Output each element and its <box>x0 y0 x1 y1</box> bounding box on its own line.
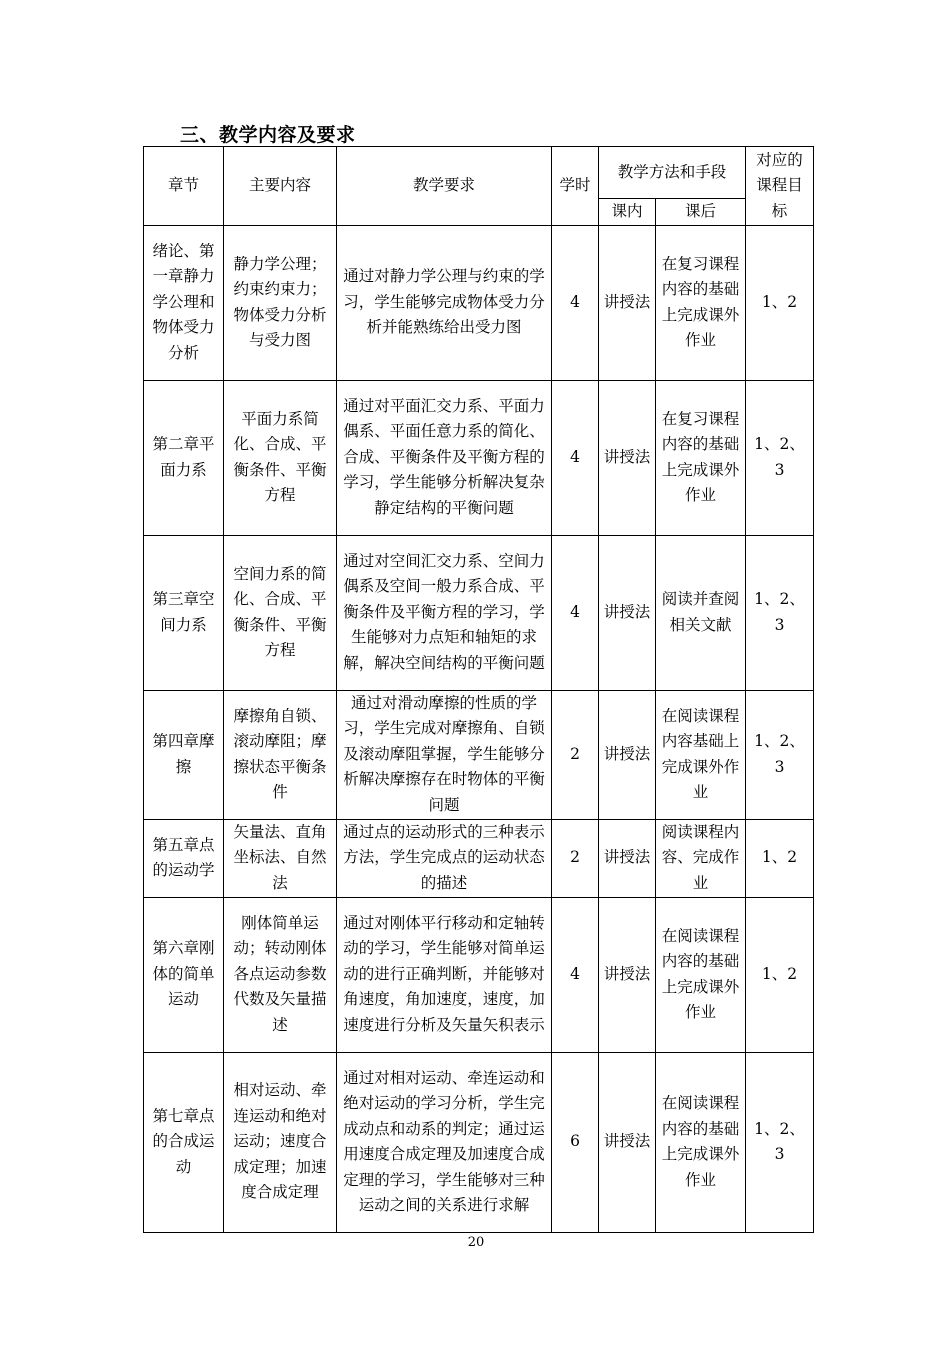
cell-in-class: 讲授法 <box>599 380 656 535</box>
header-main-content: 主要内容 <box>224 147 337 226</box>
cell-hours: 2 <box>552 690 599 819</box>
table-row <box>144 819 814 897</box>
cell-after-class: 在复习课程内容的基础上完成课外作业 <box>656 225 746 380</box>
cell-requirement: 通过对平面汇交力系、平面力偶系、平面任意力系的简化、合成、平衡条件及平衡方程的学习，学生能够分析解决复杂静定结构的平衡问题 <box>337 380 552 535</box>
cell-hours: 6 <box>552 1052 599 1232</box>
cell-chapter: 第四章摩擦 <box>144 690 224 819</box>
header-after-class: 课后 <box>656 199 746 226</box>
cell-content: 空间力系的简化、合成、平衡条件、平衡方程 <box>224 535 337 690</box>
cell-chapter: 第七章点的合成运动 <box>144 1052 224 1232</box>
table-row <box>144 380 814 535</box>
cell-hours: 4 <box>552 897 599 1052</box>
cell-chapter: 第三章空间力系 <box>144 535 224 690</box>
table-row <box>144 535 814 690</box>
cell-after-class: 在阅读课程内容基础上完成课外作业 <box>656 690 746 819</box>
cell-in-class: 讲授法 <box>599 819 656 897</box>
cell-chapter: 第二章平面力系 <box>144 380 224 535</box>
teaching-content-table <box>143 146 814 1233</box>
cell-hours: 2 <box>552 819 599 897</box>
table-row <box>144 225 814 380</box>
table-row <box>144 1052 814 1232</box>
cell-chapter: 第六章刚体的简单运动 <box>144 897 224 1052</box>
cell-objective: 1、2 <box>746 225 814 380</box>
header-requirement: 教学要求 <box>337 147 552 226</box>
cell-requirement: 通过对滑动摩擦的性质的学习，学生完成对摩擦角、自锁及滚动摩阻掌握，学生能够分析解决摩擦存在时物体的平衡问题 <box>337 690 552 819</box>
header-in-class: 课内 <box>599 199 656 226</box>
cell-objective: 1、2 <box>746 819 814 897</box>
cell-hours: 4 <box>552 225 599 380</box>
cell-hours: 4 <box>552 535 599 690</box>
table-row <box>144 690 814 819</box>
cell-hours: 4 <box>552 380 599 535</box>
cell-objective: 1、2、3 <box>746 535 814 690</box>
cell-in-class: 讲授法 <box>599 535 656 690</box>
header-method-group: 教学方法和手段 <box>599 147 746 199</box>
cell-in-class: 讲授法 <box>599 1052 656 1232</box>
cell-objective: 1、2、3 <box>746 1052 814 1232</box>
page-number: 20 <box>467 1235 485 1250</box>
cell-content: 静力学公理；约束约束力；物体受力分析与受力图 <box>224 225 337 380</box>
cell-content: 矢量法、直角坐标法、自然法 <box>224 819 337 897</box>
cell-chapter: 第五章点的运动学 <box>144 819 224 897</box>
cell-after-class: 阅读并查阅相关文献 <box>656 535 746 690</box>
cell-content: 相对运动、牵连运动和绝对运动；速度合成定理；加速度合成定理 <box>224 1052 337 1232</box>
cell-objective: 1、2、3 <box>746 380 814 535</box>
cell-after-class: 在阅读课程内容的基础上完成课外作业 <box>656 897 746 1052</box>
cell-content: 刚体简单运动；转动刚体各点运动参数代数及矢量描述 <box>224 897 337 1052</box>
section-title: 三、教学内容及要求 <box>180 124 356 146</box>
header-hours: 学时 <box>552 147 599 226</box>
cell-requirement: 通过对刚体平行移动和定轴转动的学习，学生能够对简单运动的进行正确判断，并能够对角速度，角加速度，速度，加速度进行分析及矢量矢积表示 <box>337 897 552 1052</box>
cell-objective: 1、2 <box>746 897 814 1052</box>
cell-chapter: 绪论、第一章静力学公理和物体受力分析 <box>144 225 224 380</box>
header-chapter: 章节 <box>144 147 224 226</box>
cell-requirement: 通过对空间汇交力系、空间力偶系及空间一般力系合成、平衡条件及平衡方程的学习，学生能够对力点矩和轴矩的求解，解决空间结构的平衡问题 <box>337 535 552 690</box>
table-row <box>144 897 814 1052</box>
cell-after-class: 在阅读课程内容的基础上完成课外作业 <box>656 1052 746 1232</box>
cell-requirement: 通过对静力学公理与约束的学习，学生能够完成物体受力分析并能熟练给出受力图 <box>337 225 552 380</box>
cell-requirement: 通过点的运动形式的三种表示方法，学生完成点的运动状态的描述 <box>337 819 552 897</box>
cell-requirement: 通过对相对运动、牵连运动和绝对运动的学习分析，学生完成动点和动系的判定；通过运用速度合成定理及加速度合成定理的学习，学生能够对三种运动之间的关系进行求解 <box>337 1052 552 1232</box>
header-objective: 对应的课程目标 <box>746 147 814 226</box>
cell-in-class: 讲授法 <box>599 225 656 380</box>
cell-in-class: 讲授法 <box>599 690 656 819</box>
cell-in-class: 讲授法 <box>599 897 656 1052</box>
cell-objective: 1、2、3 <box>746 690 814 819</box>
cell-content: 摩擦角自锁、滚动摩阻；摩擦状态平衡条件 <box>224 690 337 819</box>
cell-after-class: 在复习课程内容的基础上完成课外作业 <box>656 380 746 535</box>
cell-after-class: 阅读课程内容、完成作业 <box>656 819 746 897</box>
cell-content: 平面力系简化、合成、平衡条件、平衡方程 <box>224 380 337 535</box>
